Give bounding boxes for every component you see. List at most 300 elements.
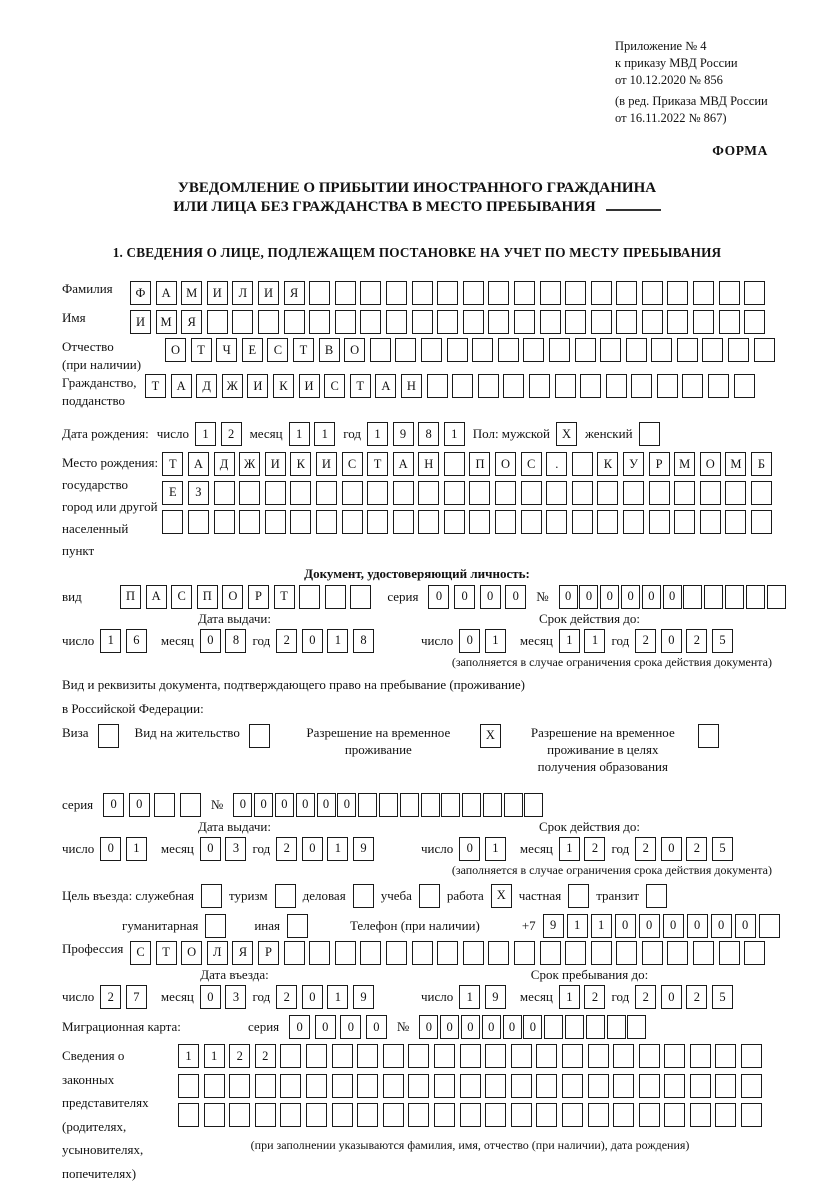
char-cell[interactable] bbox=[744, 310, 765, 334]
residence-series-cells[interactable] bbox=[103, 793, 201, 817]
char-cell[interactable]: 2 bbox=[276, 837, 297, 861]
char-cell[interactable] bbox=[421, 793, 440, 817]
char-cell[interactable]: 1 bbox=[178, 1044, 199, 1068]
char-cell[interactable] bbox=[565, 310, 586, 334]
char-cell[interactable]: 2 bbox=[635, 629, 656, 653]
char-cell[interactable]: О bbox=[700, 452, 721, 476]
char-cell[interactable]: Ж bbox=[239, 452, 260, 476]
char-cell[interactable]: 2 bbox=[276, 985, 297, 1009]
char-cell[interactable] bbox=[741, 1044, 762, 1068]
char-cell[interactable] bbox=[335, 281, 356, 305]
char-cell[interactable] bbox=[188, 510, 209, 534]
char-cell[interactable]: Т bbox=[293, 338, 314, 362]
char-cell[interactable] bbox=[265, 510, 286, 534]
char-cell[interactable] bbox=[627, 1015, 646, 1039]
char-cell[interactable] bbox=[400, 793, 419, 817]
char-cell[interactable] bbox=[657, 374, 678, 398]
char-cell[interactable] bbox=[488, 310, 509, 334]
entry-month-cells[interactable] bbox=[200, 985, 247, 1009]
char-cell[interactable] bbox=[544, 1015, 563, 1039]
char-cell[interactable] bbox=[664, 1103, 685, 1127]
char-cell[interactable]: 9 bbox=[485, 985, 506, 1009]
char-cell[interactable]: Л bbox=[232, 281, 253, 305]
char-cell[interactable] bbox=[744, 941, 765, 965]
char-cell[interactable]: Т bbox=[367, 452, 388, 476]
char-cell[interactable] bbox=[239, 510, 260, 534]
char-cell[interactable] bbox=[521, 510, 542, 534]
char-cell[interactable] bbox=[607, 1015, 626, 1039]
birth-place-cells-row3[interactable] bbox=[162, 510, 772, 534]
identity-expiry-year-cells[interactable] bbox=[635, 629, 733, 653]
char-cell[interactable]: 9 bbox=[393, 422, 414, 446]
char-cell[interactable] bbox=[597, 510, 618, 534]
purpose-humanitarian-checkbox[interactable] bbox=[205, 914, 226, 938]
char-cell[interactable] bbox=[719, 281, 740, 305]
identity-kind-cells[interactable] bbox=[120, 585, 371, 609]
char-cell[interactable]: 1 bbox=[444, 422, 465, 446]
char-cell[interactable] bbox=[463, 941, 484, 965]
char-cell[interactable] bbox=[309, 310, 330, 334]
char-cell[interactable]: X bbox=[480, 724, 501, 748]
char-cell[interactable] bbox=[588, 1103, 609, 1127]
char-cell[interactable]: 1 bbox=[485, 837, 506, 861]
char-cell[interactable] bbox=[462, 793, 481, 817]
char-cell[interactable] bbox=[568, 884, 589, 908]
birth-place-cells-row2[interactable] bbox=[162, 481, 772, 505]
char-cell[interactable]: Р bbox=[258, 941, 279, 965]
purpose-business-checkbox[interactable] bbox=[353, 884, 374, 908]
char-cell[interactable] bbox=[383, 1044, 404, 1068]
char-cell[interactable] bbox=[447, 338, 468, 362]
char-cell[interactable]: И bbox=[265, 452, 286, 476]
citizenship-cells[interactable] bbox=[145, 374, 755, 398]
char-cell[interactable]: 0 bbox=[440, 1015, 459, 1039]
char-cell[interactable] bbox=[488, 281, 509, 305]
stay-day-cells[interactable] bbox=[459, 985, 506, 1009]
char-cell[interactable] bbox=[565, 1015, 584, 1039]
char-cell[interactable]: 1 bbox=[591, 914, 612, 938]
char-cell[interactable]: Е bbox=[162, 481, 183, 505]
char-cell[interactable]: О bbox=[495, 452, 516, 476]
char-cell[interactable] bbox=[434, 1044, 455, 1068]
char-cell[interactable]: 2 bbox=[584, 837, 605, 861]
char-cell[interactable] bbox=[204, 1103, 225, 1127]
purpose-private-checkbox[interactable] bbox=[568, 884, 589, 908]
char-cell[interactable] bbox=[623, 510, 644, 534]
char-cell[interactable] bbox=[626, 338, 647, 362]
char-cell[interactable]: 0 bbox=[480, 585, 501, 609]
char-cell[interactable]: 0 bbox=[419, 1015, 438, 1039]
char-cell[interactable] bbox=[214, 481, 235, 505]
char-cell[interactable] bbox=[412, 941, 433, 965]
char-cell[interactable] bbox=[667, 310, 688, 334]
char-cell[interactable] bbox=[562, 1103, 583, 1127]
option-temp-residence-education-checkbox[interactable] bbox=[698, 724, 719, 748]
char-cell[interactable] bbox=[204, 1074, 225, 1098]
char-cell[interactable]: А bbox=[156, 281, 177, 305]
char-cell[interactable]: М bbox=[181, 281, 202, 305]
char-cell[interactable]: 1 bbox=[559, 837, 580, 861]
char-cell[interactable] bbox=[586, 1015, 605, 1039]
char-cell[interactable] bbox=[546, 481, 567, 505]
char-cell[interactable] bbox=[418, 481, 439, 505]
surname-cells[interactable] bbox=[130, 281, 765, 305]
char-cell[interactable]: 8 bbox=[225, 629, 246, 653]
char-cell[interactable]: 1 bbox=[327, 837, 348, 861]
char-cell[interactable]: 0 bbox=[663, 914, 684, 938]
char-cell[interactable] bbox=[214, 510, 235, 534]
char-cell[interactable] bbox=[606, 374, 627, 398]
char-cell[interactable]: 0 bbox=[302, 629, 323, 653]
char-cell[interactable] bbox=[667, 281, 688, 305]
char-cell[interactable] bbox=[280, 1074, 301, 1098]
char-cell[interactable]: 0 bbox=[315, 1015, 336, 1039]
char-cell[interactable]: 7 bbox=[126, 985, 147, 1009]
char-cell[interactable]: 0 bbox=[302, 837, 323, 861]
char-cell[interactable] bbox=[700, 481, 721, 505]
char-cell[interactable] bbox=[342, 510, 363, 534]
char-cell[interactable]: Н bbox=[418, 452, 439, 476]
char-cell[interactable] bbox=[408, 1103, 429, 1127]
char-cell[interactable]: 0 bbox=[302, 985, 323, 1009]
char-cell[interactable]: 1 bbox=[559, 985, 580, 1009]
char-cell[interactable]: В bbox=[319, 338, 340, 362]
char-cell[interactable] bbox=[249, 724, 270, 748]
char-cell[interactable] bbox=[332, 1044, 353, 1068]
char-cell[interactable] bbox=[353, 884, 374, 908]
representatives-cells-row3[interactable] bbox=[178, 1103, 762, 1127]
char-cell[interactable] bbox=[408, 1074, 429, 1098]
char-cell[interactable] bbox=[642, 941, 663, 965]
char-cell[interactable]: Р bbox=[248, 585, 269, 609]
char-cell[interactable]: 0 bbox=[687, 914, 708, 938]
char-cell[interactable] bbox=[229, 1074, 250, 1098]
char-cell[interactable] bbox=[683, 585, 702, 609]
given-name-cells[interactable] bbox=[130, 310, 765, 334]
char-cell[interactable]: 0 bbox=[621, 585, 640, 609]
char-cell[interactable]: О bbox=[222, 585, 243, 609]
char-cell[interactable]: К bbox=[597, 452, 618, 476]
char-cell[interactable] bbox=[469, 510, 490, 534]
char-cell[interactable] bbox=[616, 941, 637, 965]
char-cell[interactable] bbox=[591, 310, 612, 334]
stay-year-cells[interactable] bbox=[635, 985, 733, 1009]
char-cell[interactable] bbox=[437, 281, 458, 305]
identity-series-cells[interactable] bbox=[428, 585, 526, 609]
char-cell[interactable] bbox=[682, 374, 703, 398]
patronymic-cells[interactable] bbox=[165, 338, 775, 362]
char-cell[interactable] bbox=[342, 481, 363, 505]
char-cell[interactable] bbox=[419, 884, 440, 908]
char-cell[interactable]: 1 bbox=[314, 422, 335, 446]
char-cell[interactable] bbox=[452, 374, 473, 398]
char-cell[interactable] bbox=[472, 338, 493, 362]
char-cell[interactable] bbox=[751, 510, 772, 534]
char-cell[interactable]: И bbox=[207, 281, 228, 305]
char-cell[interactable] bbox=[498, 338, 519, 362]
option-temp-residence-checkbox[interactable] bbox=[480, 724, 501, 748]
char-cell[interactable] bbox=[360, 310, 381, 334]
char-cell[interactable] bbox=[674, 510, 695, 534]
identity-expiry-day-cells[interactable] bbox=[459, 629, 506, 653]
char-cell[interactable] bbox=[395, 338, 416, 362]
birth-place-cells-row1[interactable] bbox=[162, 452, 772, 476]
char-cell[interactable]: С bbox=[342, 452, 363, 476]
char-cell[interactable] bbox=[412, 281, 433, 305]
char-cell[interactable]: А bbox=[146, 585, 167, 609]
char-cell[interactable] bbox=[306, 1074, 327, 1098]
char-cell[interactable] bbox=[674, 481, 695, 505]
char-cell[interactable]: М bbox=[674, 452, 695, 476]
option-residence-permit-checkbox[interactable] bbox=[249, 724, 270, 748]
char-cell[interactable]: 0 bbox=[600, 585, 619, 609]
identity-issue-year-cells[interactable] bbox=[276, 629, 374, 653]
char-cell[interactable] bbox=[677, 338, 698, 362]
char-cell[interactable] bbox=[393, 510, 414, 534]
char-cell[interactable] bbox=[485, 1074, 506, 1098]
char-cell[interactable]: 0 bbox=[661, 629, 682, 653]
representatives-cells-row1[interactable] bbox=[178, 1044, 762, 1068]
purpose-tourism-checkbox[interactable] bbox=[275, 884, 296, 908]
char-cell[interactable] bbox=[444, 481, 465, 505]
char-cell[interactable] bbox=[255, 1074, 276, 1098]
birth-day-cells[interactable] bbox=[195, 422, 242, 446]
char-cell[interactable]: 0 bbox=[559, 585, 578, 609]
char-cell[interactable]: 0 bbox=[663, 585, 682, 609]
char-cell[interactable] bbox=[280, 1044, 301, 1068]
char-cell[interactable] bbox=[664, 1044, 685, 1068]
char-cell[interactable] bbox=[287, 914, 308, 938]
char-cell[interactable] bbox=[383, 1074, 404, 1098]
char-cell[interactable] bbox=[649, 510, 670, 534]
char-cell[interactable] bbox=[514, 281, 535, 305]
char-cell[interactable]: 1 bbox=[289, 422, 310, 446]
char-cell[interactable] bbox=[580, 374, 601, 398]
char-cell[interactable] bbox=[734, 374, 755, 398]
char-cell[interactable]: Я bbox=[232, 941, 253, 965]
char-cell[interactable]: С bbox=[267, 338, 288, 362]
residence-number-cells[interactable] bbox=[233, 793, 543, 817]
char-cell[interactable]: . bbox=[546, 452, 567, 476]
char-cell[interactable] bbox=[521, 481, 542, 505]
char-cell[interactable] bbox=[290, 510, 311, 534]
char-cell[interactable] bbox=[715, 1103, 736, 1127]
char-cell[interactable] bbox=[444, 452, 465, 476]
entry-day-cells[interactable] bbox=[100, 985, 147, 1009]
residence-expiry-month-cells[interactable] bbox=[559, 837, 606, 861]
char-cell[interactable] bbox=[299, 585, 320, 609]
char-cell[interactable]: 0 bbox=[200, 837, 221, 861]
char-cell[interactable] bbox=[460, 1103, 481, 1127]
char-cell[interactable]: 2 bbox=[686, 837, 707, 861]
char-cell[interactable]: 1 bbox=[327, 629, 348, 653]
char-cell[interactable]: Н bbox=[401, 374, 422, 398]
char-cell[interactable]: 9 bbox=[543, 914, 564, 938]
char-cell[interactable]: 2 bbox=[100, 985, 121, 1009]
char-cell[interactable] bbox=[744, 281, 765, 305]
char-cell[interactable] bbox=[232, 310, 253, 334]
char-cell[interactable]: 0 bbox=[428, 585, 449, 609]
char-cell[interactable]: Т bbox=[145, 374, 166, 398]
char-cell[interactable] bbox=[360, 941, 381, 965]
char-cell[interactable]: X bbox=[491, 884, 512, 908]
stay-month-cells[interactable] bbox=[559, 985, 606, 1009]
char-cell[interactable] bbox=[357, 1103, 378, 1127]
sex-male-checkbox[interactable] bbox=[556, 422, 577, 446]
char-cell[interactable] bbox=[511, 1074, 532, 1098]
char-cell[interactable] bbox=[316, 481, 337, 505]
char-cell[interactable]: А bbox=[171, 374, 192, 398]
char-cell[interactable]: 0 bbox=[459, 629, 480, 653]
char-cell[interactable]: 2 bbox=[635, 985, 656, 1009]
char-cell[interactable]: Д bbox=[196, 374, 217, 398]
residence-issue-month-cells[interactable] bbox=[200, 837, 247, 861]
char-cell[interactable] bbox=[725, 510, 746, 534]
char-cell[interactable] bbox=[367, 481, 388, 505]
char-cell[interactable] bbox=[325, 585, 346, 609]
char-cell[interactable]: 0 bbox=[505, 585, 526, 609]
char-cell[interactable] bbox=[393, 481, 414, 505]
birth-year-cells[interactable] bbox=[367, 422, 465, 446]
char-cell[interactable]: 2 bbox=[221, 422, 242, 446]
char-cell[interactable] bbox=[725, 481, 746, 505]
char-cell[interactable] bbox=[488, 941, 509, 965]
char-cell[interactable] bbox=[418, 510, 439, 534]
entry-year-cells[interactable] bbox=[276, 985, 374, 1009]
identity-issue-month-cells[interactable] bbox=[200, 629, 247, 653]
purpose-work-checkbox[interactable] bbox=[491, 884, 512, 908]
char-cell[interactable] bbox=[358, 793, 377, 817]
char-cell[interactable]: С bbox=[130, 941, 151, 965]
char-cell[interactable]: Т bbox=[191, 338, 212, 362]
char-cell[interactable] bbox=[767, 585, 786, 609]
char-cell[interactable] bbox=[483, 793, 502, 817]
migration-number-cells[interactable] bbox=[419, 1015, 646, 1039]
char-cell[interactable]: К bbox=[273, 374, 294, 398]
char-cell[interactable]: Е bbox=[242, 338, 263, 362]
char-cell[interactable] bbox=[693, 310, 714, 334]
char-cell[interactable]: Т bbox=[162, 452, 183, 476]
char-cell[interactable]: 0 bbox=[461, 1015, 480, 1039]
char-cell[interactable] bbox=[412, 310, 433, 334]
char-cell[interactable] bbox=[178, 1103, 199, 1127]
char-cell[interactable] bbox=[239, 481, 260, 505]
profession-cells[interactable] bbox=[130, 941, 765, 965]
char-cell[interactable] bbox=[588, 1044, 609, 1068]
char-cell[interactable]: Т bbox=[350, 374, 371, 398]
char-cell[interactable]: Ж bbox=[222, 374, 243, 398]
char-cell[interactable]: С bbox=[521, 452, 542, 476]
purpose-official-checkbox[interactable] bbox=[201, 884, 222, 908]
char-cell[interactable] bbox=[379, 793, 398, 817]
char-cell[interactable] bbox=[180, 793, 201, 817]
char-cell[interactable]: О bbox=[181, 941, 202, 965]
char-cell[interactable] bbox=[616, 281, 637, 305]
char-cell[interactable]: 8 bbox=[353, 629, 374, 653]
char-cell[interactable] bbox=[306, 1044, 327, 1068]
residence-expiry-year-cells[interactable] bbox=[635, 837, 733, 861]
char-cell[interactable] bbox=[693, 281, 714, 305]
char-cell[interactable] bbox=[383, 1103, 404, 1127]
char-cell[interactable]: 0 bbox=[129, 793, 150, 817]
char-cell[interactable] bbox=[751, 481, 772, 505]
char-cell[interactable]: 0 bbox=[615, 914, 636, 938]
char-cell[interactable] bbox=[207, 310, 228, 334]
char-cell[interactable] bbox=[613, 1074, 634, 1098]
char-cell[interactable]: 1 bbox=[459, 985, 480, 1009]
char-cell[interactable]: З bbox=[188, 481, 209, 505]
char-cell[interactable] bbox=[572, 510, 593, 534]
char-cell[interactable] bbox=[332, 1103, 353, 1127]
char-cell[interactable]: И bbox=[258, 281, 279, 305]
char-cell[interactable]: 0 bbox=[661, 985, 682, 1009]
title-blank-underline[interactable] bbox=[606, 207, 661, 211]
char-cell[interactable]: 0 bbox=[317, 793, 336, 817]
char-cell[interactable] bbox=[444, 510, 465, 534]
char-cell[interactable] bbox=[437, 941, 458, 965]
char-cell[interactable] bbox=[728, 338, 749, 362]
char-cell[interactable]: Р bbox=[649, 452, 670, 476]
char-cell[interactable] bbox=[421, 338, 442, 362]
char-cell[interactable]: Б bbox=[751, 452, 772, 476]
char-cell[interactable]: И bbox=[130, 310, 151, 334]
char-cell[interactable]: 0 bbox=[200, 629, 221, 653]
char-cell[interactable] bbox=[715, 1044, 736, 1068]
char-cell[interactable] bbox=[572, 481, 593, 505]
char-cell[interactable]: Л bbox=[207, 941, 228, 965]
char-cell[interactable] bbox=[229, 1103, 250, 1127]
char-cell[interactable]: 2 bbox=[584, 985, 605, 1009]
char-cell[interactable]: 3 bbox=[225, 837, 246, 861]
char-cell[interactable] bbox=[690, 1074, 711, 1098]
char-cell[interactable] bbox=[575, 338, 596, 362]
char-cell[interactable] bbox=[335, 941, 356, 965]
residence-issue-day-cells[interactable] bbox=[100, 837, 147, 861]
char-cell[interactable] bbox=[690, 1103, 711, 1127]
char-cell[interactable] bbox=[335, 310, 356, 334]
identity-issue-day-cells[interactable] bbox=[100, 629, 147, 653]
char-cell[interactable] bbox=[332, 1074, 353, 1098]
char-cell[interactable]: 2 bbox=[686, 985, 707, 1009]
migration-series-cells[interactable] bbox=[289, 1015, 387, 1039]
char-cell[interactable]: 1 bbox=[584, 629, 605, 653]
char-cell[interactable]: Я bbox=[181, 310, 202, 334]
char-cell[interactable] bbox=[546, 510, 567, 534]
char-cell[interactable] bbox=[478, 374, 499, 398]
char-cell[interactable]: К bbox=[290, 452, 311, 476]
char-cell[interactable] bbox=[463, 281, 484, 305]
char-cell[interactable] bbox=[555, 374, 576, 398]
char-cell[interactable] bbox=[623, 481, 644, 505]
char-cell[interactable]: А bbox=[393, 452, 414, 476]
char-cell[interactable] bbox=[255, 1103, 276, 1127]
char-cell[interactable] bbox=[460, 1044, 481, 1068]
char-cell[interactable] bbox=[360, 281, 381, 305]
char-cell[interactable]: 0 bbox=[289, 1015, 310, 1039]
char-cell[interactable]: И bbox=[299, 374, 320, 398]
char-cell[interactable]: Ф bbox=[130, 281, 151, 305]
char-cell[interactable]: Т bbox=[274, 585, 295, 609]
char-cell[interactable] bbox=[754, 338, 775, 362]
char-cell[interactable] bbox=[265, 481, 286, 505]
char-cell[interactable] bbox=[154, 793, 175, 817]
char-cell[interactable] bbox=[700, 510, 721, 534]
char-cell[interactable]: 5 bbox=[712, 985, 733, 1009]
char-cell[interactable] bbox=[639, 1074, 660, 1098]
char-cell[interactable] bbox=[639, 1103, 660, 1127]
option-visa-checkbox[interactable] bbox=[98, 724, 119, 748]
char-cell[interactable]: А bbox=[375, 374, 396, 398]
